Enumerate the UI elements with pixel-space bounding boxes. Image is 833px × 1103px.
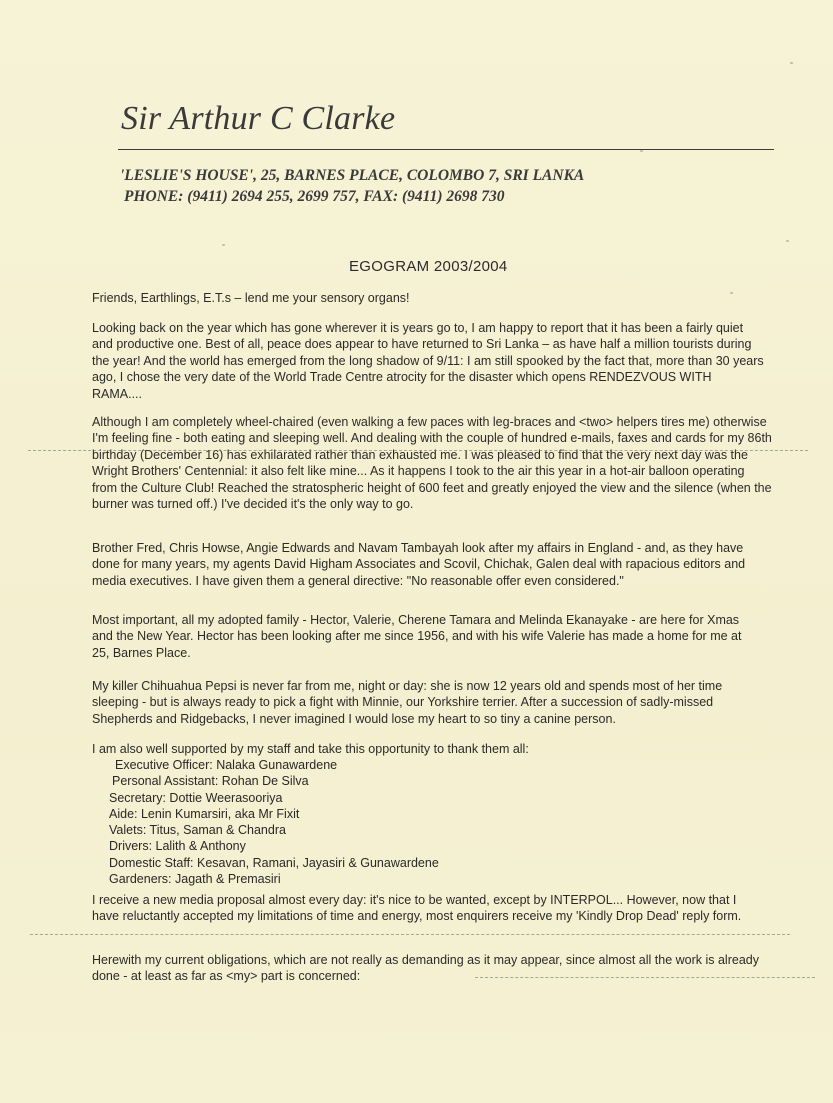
staff-list-item: Valets: Titus, Saman & Chandra	[109, 823, 286, 838]
staff-list-item: Personal Assistant: Rohan De Silva	[112, 774, 309, 789]
staff-list	[109, 757, 439, 887]
scan-pen-line	[28, 450, 808, 451]
staff-list-item: Domestic Staff: Kesavan, Ramani, Jayasiri & Gunawardene	[109, 855, 439, 870]
document-title: EGOGRAM 2003/2004	[349, 258, 508, 275]
scan-pen-line	[30, 934, 790, 935]
staff-list-item: Executive Officer: Nalaka Gunawardene	[115, 758, 338, 772]
letterhead-name: Sir Arthur C Clarke	[121, 100, 396, 137]
letterhead-address: 'LESLIE'S HOUSE', 25, BARNES PLACE, COLOMBO 7, SRI LANKA	[120, 167, 585, 184]
scan-speck	[790, 62, 793, 64]
paragraph-adopted-family: Most important, all my adopted family - Hector, Valerie, Cherene Tamara and Melinda Ekanayake - are here for Xmas and the New Year. Hector has been looking after me since 1956, and with his wife Valerie has made a home for me at 25, Barnes Place.	[92, 613, 742, 660]
paragraph-health-birthday: Although I am completely wheel-chaired (even walking a few paces with leg-braces and <two> helpers tires me) otherwise I'm feeling fine - both eating and sleeping well. And dealing with the couple of hundred e-mails, faxes and cards for my 86th birthday (December 16) has exhilarated rather than exhausted me. I was pleased to find that the very next day was the Wright Brothers' Centennial: it also felt like mine... As it happens I took to the air this year in a hot-air balloon operating from the Culture Club! Reached the stratospheric height of 600 feet and greatly enjoyed the view and the silence (when the burner was turned off.) I've decided it's the only way to go.	[92, 415, 772, 512]
paragraph-media-proposals: I receive a new media proposal almost every day: it's nice to be wanted, except by INTERPOL... However, now that I have reluctantly accepted my limitations of time and energy, most enquirers receive my 'Kindly Drop Dead' reply form.	[92, 893, 742, 924]
staff-list-item: Drivers: Lalith & Anthony	[109, 839, 246, 854]
staff-list-item: Aide: Lenin Kumarsiri, aka Mr Fixit	[109, 806, 300, 821]
scan-pen-line	[475, 977, 815, 978]
paragraph-current-obligations: Herewith my current obligations, which are not really as demanding as it may appear, since almost all the work is already done - at least as far as <my> part is concerned:	[92, 953, 759, 984]
paragraph-england-agents: Brother Fred, Chris Howse, Angie Edwards and Navam Tambayah look after my affairs in England - and, as they have done for many years, my agents David Higham Associates and Scovil, Chichak, Galen deal with rapacious editors and media executives. I have given them a general directive: "No reasonable offer even considered."	[92, 541, 746, 588]
scan-speck	[786, 240, 789, 242]
letterhead-phone-fax: PHONE: (9411) 2694 255, 2699 757, FAX: (9411) 2698 730	[124, 188, 505, 205]
greeting-line: Friends, Earthlings, E.T.s – lend me your sensory organs!	[92, 291, 410, 305]
scan-speck	[222, 244, 225, 246]
scan-speck	[640, 150, 643, 152]
paragraph-staff-intro: I am also well supported by my staff and take this opportunity to thank them all:	[92, 742, 529, 756]
scan-speck	[730, 292, 733, 294]
staff-list-item: Gardeners: Jagath & Premasiri	[109, 872, 281, 887]
staff-list-item: Secretary: Dottie Weerasooriya	[109, 790, 283, 805]
paragraph-pets: My killer Chihuahua Pepsi is never far from me, night or day: she is now 12 years old and spends most of her time sleeping - but is always ready to pick a fight with Minnie, our Yorkshire terrier. After a succession of sadly-missed Shepherds and Ridgebacks, I never imagined I would lose my heart to so tiny a canine person.	[92, 679, 723, 726]
paragraph-year-review: Looking back on the year which has gone wherever it is years go to, I am happy to report that it has been a fairly quiet and productive one. Best of all, peace does appear to have returned to Sri Lanka – as have half a million tourists during the year! And the world has emerged from the long shadow of 9/11: I am still spooked by the fact that, more than 30 years ago, I chose the very date of the World Trade Centre atrocity for the disaster which opens RENDEZVOUS WITH RAMA....	[92, 321, 764, 401]
letterhead-divider	[118, 149, 774, 150]
